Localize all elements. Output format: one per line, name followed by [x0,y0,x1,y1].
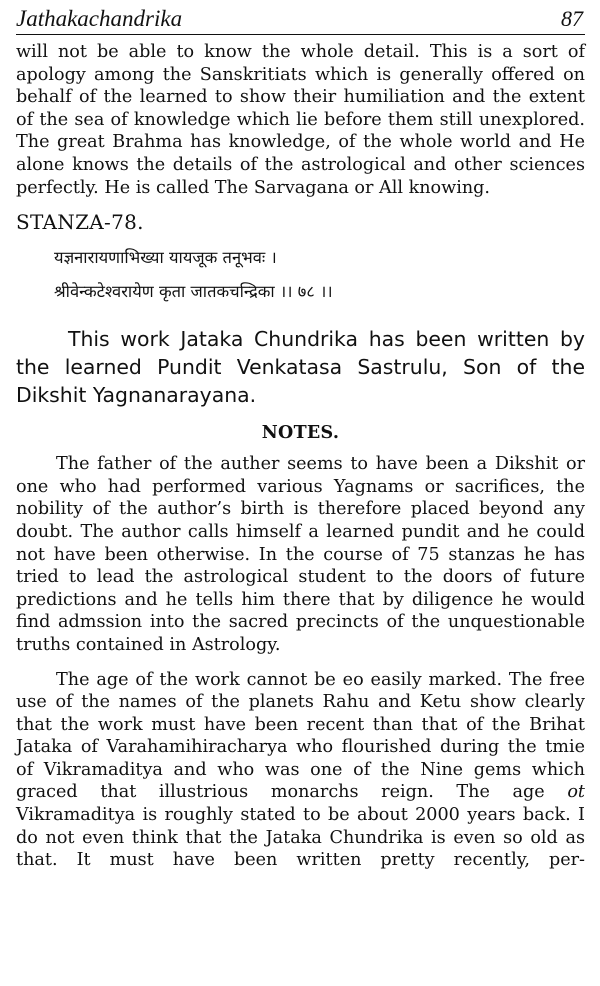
running-header [16,0,585,35]
running-title: Jathakachandrika [16,6,183,31]
verse-line-2: श्रीवेन्कटेश्वरायेण कृता जातकचन्द्रिका ।। ७८ ।। [54,282,333,302]
notes-paragraph-2-italic-word: ot [567,782,585,803]
notes-paragraph-2-part-1: The age of the work cannot be eo easily marked. The free use of the names of the planets Rahu and Ketu show clearly that the work must have been recent than that of the Brihat Jataka of Varahamihiracharya who flourished during the tmie of Vikramaditya and who was one of the Nine gems which graced that illustrious monarchs reign. The age [16,669,585,803]
stanza-title: STANZA-78. [16,210,144,235]
verse-line-1: यज्ञनारायणाभिख्या यायजूक तनूभवः । [54,248,277,268]
notes-paragraph-2-part-2: Vikramaditya is roughly stated to be about 2000 years back. I do not even think that the Jataka Chundrika is even so old as that. It must have been written pretty recently, per- [16,805,585,871]
notes-paragraph-1: The father of the auther seems to have been a Dikshit or one who had performed various Yagnams or sacrifices, the nobility of the author’s birth is therefore placed beyond any doubt. The author calls himself a learned pundit and he could not have been otherwise. In the course of 75 stanzas he has tried to lead the astrological student to the doors of future predictions and he tells him there that by diligence he would find admssion into the sacred precincts of the unquestionable truths contained in Astrology. [16,454,585,655]
notes-heading: NOTES. [261,423,340,444]
translation-paragraph: This work Jataka Chundrika has been written by the learned Pundit Venkatasa Sastrulu, Son of the Dikshit Yagnanarayana. [16,327,585,408]
sanskrit-verse [16,241,585,309]
intro-paragraph: will not be able to know the whole detail. This is a sort of apology among the Sanskritiats which is generally offered on behalf of the learned to show their humiliation and the extent of the sea of knowledge which lie before them still unexplored. The great Brahma has knowledge, of the whole world and He alone knows the details of the astrological and other sciences perfectly. He is called The Sarvagana or All knowing. [16,42,585,198]
page-number: 87 [561,6,583,31]
notes-paragraph-2 [16,669,585,872]
